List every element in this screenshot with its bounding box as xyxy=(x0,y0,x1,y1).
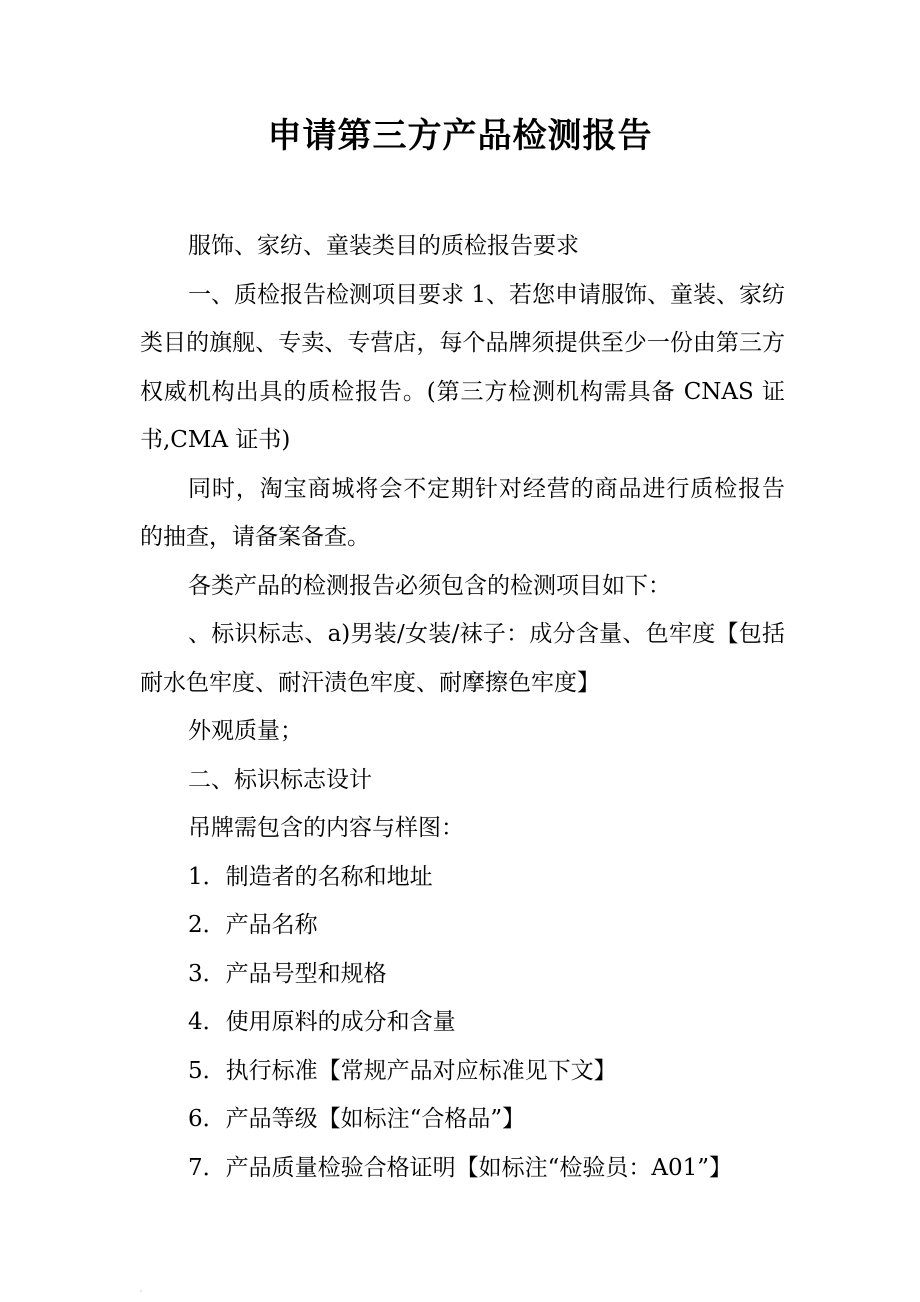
paragraph-test-items: 、标识标志、a)男装/女装/袜子：成分含量、色牢度【包括耐水色牢度、耐汗渍色牢度、耐摩擦色牢度】 xyxy=(140,621,785,696)
list-item-3: 3．产品号型和规格 xyxy=(188,960,387,987)
list-item-7: 7．产品质量检验合格证明【如标注“检验员：A01”】 xyxy=(188,1154,733,1181)
paragraph-tag-contents-intro: 吊牌需包含的内容与样图： xyxy=(188,815,464,841)
paragraph-test-items-intro: 各类产品的检测报告必须包含的检测项目如下： xyxy=(188,572,671,599)
paragraph-category-heading: 服饰、家纺、童装类目的质检报告要求 xyxy=(188,233,579,259)
document-body xyxy=(140,222,785,1192)
list-item-4: 4．使用原料的成分和含量 xyxy=(188,1009,456,1035)
paragraph-spot-check: 同时，淘宝商城将会不定期针对经营的商品进行质检报告的抽查，请备案备查。 xyxy=(140,475,785,550)
page-speck xyxy=(140,1290,142,1292)
list-item-6: 6．产品等级【如标注“合格品”】 xyxy=(188,1106,526,1132)
paragraph-requirement-1: 一、质检报告检测项目要求 1、若您申请服饰、童装、家纺类目的旗舰、专卖、专营店，每个品牌须提供至少一份由第三方权威机构出具的质检报告。(第三方检测机构需具备 CNAS 证书,CMA 证书) xyxy=(140,281,785,453)
document-title: 申请第三方产品检测报告 xyxy=(267,116,653,156)
paragraph-appearance: 外观质量； xyxy=(188,718,303,744)
list-item-1: 1．制造者的名称和地址 xyxy=(188,863,433,890)
list-item-2: 2．产品名称 xyxy=(188,912,318,938)
paragraph-section-2-heading: 二、标识标志设计 xyxy=(188,766,372,793)
list-item-5: 5．执行标准【常规产品对应标准见下文】 xyxy=(188,1057,617,1084)
